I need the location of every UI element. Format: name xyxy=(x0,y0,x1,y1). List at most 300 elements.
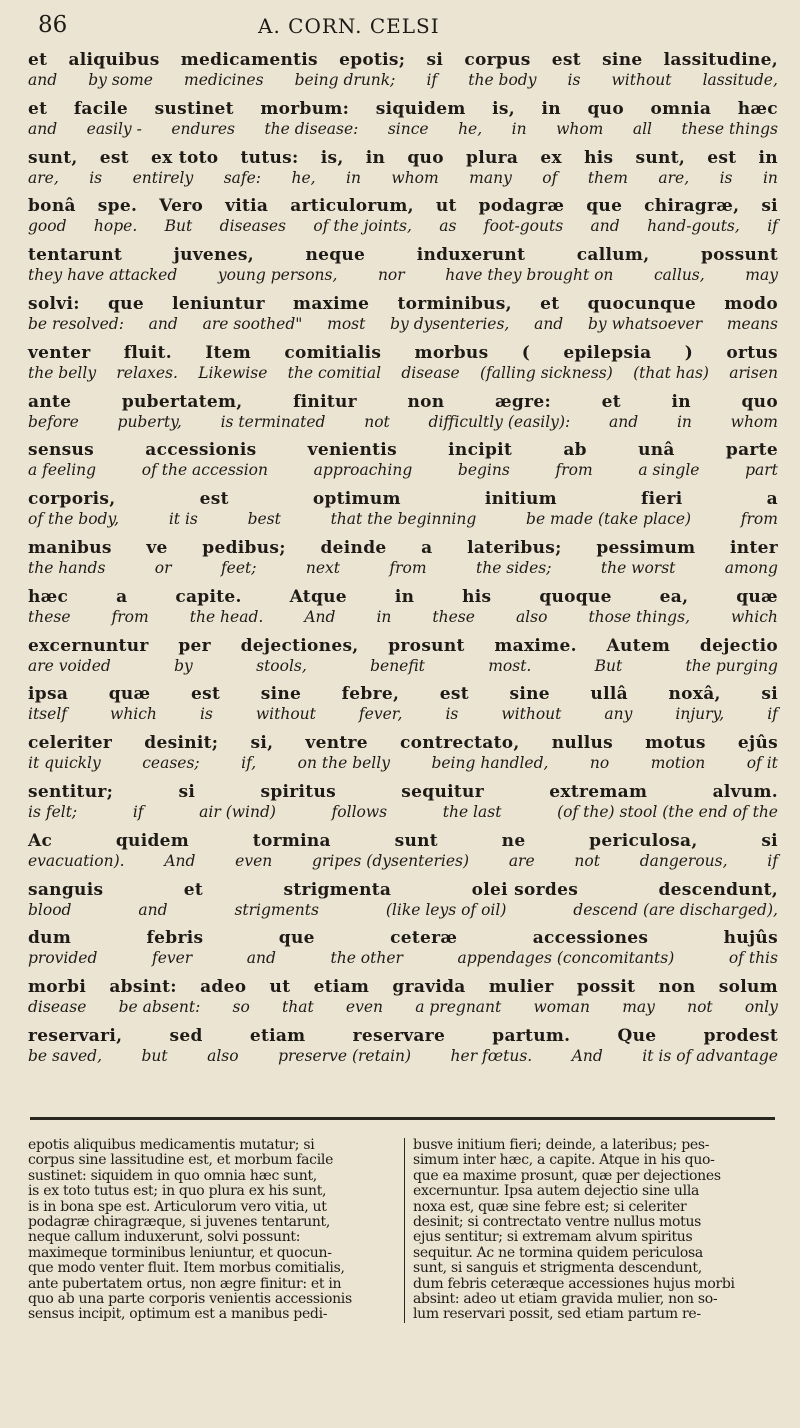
english-word: the worst xyxy=(600,558,676,577)
english-word: is xyxy=(719,168,733,187)
english-word: diseases xyxy=(219,217,286,236)
english-line xyxy=(28,803,778,821)
english-word: in xyxy=(762,168,778,187)
english-word: in xyxy=(376,607,392,626)
latin-word: Que xyxy=(617,1025,657,1046)
english-word: or xyxy=(154,558,172,577)
gloss-line-pair xyxy=(28,636,778,685)
latin-word: induxerunt xyxy=(416,245,526,266)
footnote-column-right xyxy=(413,1138,780,1323)
english-word: But xyxy=(594,656,623,675)
latin-word: ab xyxy=(563,440,587,461)
running-title: A. CORN. CELSI xyxy=(258,14,440,38)
latin-word: contrectato, xyxy=(399,733,520,754)
english-word: is xyxy=(89,168,103,187)
latin-word: pessimum xyxy=(596,537,696,558)
english-word: of the accession xyxy=(141,461,268,480)
footnote-line: quo ab una parte corporis venientis accessionis xyxy=(28,1292,352,1308)
latin-line xyxy=(28,587,778,607)
english-word: feet; xyxy=(220,558,257,577)
latin-word: Atque xyxy=(289,586,347,607)
latin-word: olei sordes xyxy=(471,879,579,900)
english-word: is xyxy=(199,705,213,724)
latin-word: incipit xyxy=(448,440,513,461)
latin-word: Autem xyxy=(606,635,671,656)
english-word: most. xyxy=(488,656,532,675)
english-line xyxy=(28,1047,778,1065)
latin-word: modo xyxy=(724,293,778,314)
latin-line xyxy=(28,1026,778,1046)
latin-word: ve xyxy=(146,537,168,558)
latin-word: in xyxy=(365,147,386,168)
latin-word: est xyxy=(191,684,221,705)
latin-word: optimum xyxy=(312,489,401,510)
english-word: by whatsoever xyxy=(587,314,703,333)
latin-line xyxy=(28,977,778,997)
latin-word: morbus xyxy=(414,342,489,363)
english-word: air (wind) xyxy=(199,802,276,821)
english-word: the disease: xyxy=(264,119,359,138)
latin-word: neque xyxy=(305,245,366,266)
english-word: it quickly xyxy=(28,754,101,773)
english-word: of the body, xyxy=(28,510,120,529)
english-word: Likewise xyxy=(198,363,268,382)
horizontal-rule xyxy=(30,1117,775,1120)
english-word: benefit xyxy=(370,656,425,675)
english-word: he, xyxy=(458,119,483,138)
latin-word: sunt, xyxy=(635,147,686,168)
latin-word: facile xyxy=(73,98,129,119)
latin-word: febre, xyxy=(341,684,400,705)
latin-word: ex xyxy=(540,147,562,168)
english-word: preserve (retain) xyxy=(278,1046,412,1065)
latin-word: epotis; xyxy=(339,50,406,70)
english-word: that the beginning xyxy=(330,510,477,529)
latin-word: alvum. xyxy=(712,781,778,802)
latin-word: reservare xyxy=(352,1025,446,1046)
english-word: these xyxy=(28,607,71,626)
english-word: hope. xyxy=(93,217,138,236)
english-word: motion xyxy=(650,754,706,773)
latin-line xyxy=(28,636,778,656)
english-word: those things, xyxy=(588,607,690,626)
latin-word: his xyxy=(462,586,492,607)
english-word: her fœtus. xyxy=(450,1046,533,1065)
english-word: if xyxy=(426,71,438,89)
english-word: he, xyxy=(291,168,316,187)
latin-word: motus xyxy=(645,733,706,754)
latin-word: ante xyxy=(28,391,72,412)
latin-word: hæc xyxy=(737,98,778,119)
english-word: be resolved: xyxy=(28,314,124,333)
latin-word: is, xyxy=(492,98,515,119)
latin-word: sequitur xyxy=(401,781,484,802)
gloss-line-pair xyxy=(28,245,778,294)
english-word: is terminated xyxy=(220,412,326,431)
gloss-line-pair xyxy=(28,977,778,1026)
english-word: it is of advantage xyxy=(642,1046,778,1065)
gloss-line-pair xyxy=(28,440,778,489)
latin-word: ventre xyxy=(305,733,368,754)
english-word: only xyxy=(744,998,778,1017)
english-word: relaxes. xyxy=(116,363,178,382)
latin-word: etiam xyxy=(249,1025,306,1046)
latin-word: strigmenta xyxy=(283,879,392,900)
english-word: a feeling xyxy=(28,461,97,480)
latin-line xyxy=(28,782,778,802)
page-number: 86 xyxy=(38,12,68,38)
english-word: not xyxy=(574,851,600,870)
latin-word: capite. xyxy=(175,586,242,607)
latin-word: manibus xyxy=(28,537,112,558)
latin-word: celeriter xyxy=(28,733,113,754)
english-word: are, xyxy=(28,168,59,187)
latin-word: his xyxy=(584,147,614,168)
column-divider xyxy=(404,1138,405,1323)
english-line xyxy=(28,120,778,138)
english-word: And xyxy=(571,1046,603,1065)
english-word: safe: xyxy=(223,168,262,187)
english-word: the hands xyxy=(28,558,106,577)
english-word: among xyxy=(724,558,778,577)
english-word: provided xyxy=(28,949,98,968)
latin-line xyxy=(28,831,778,851)
latin-word: Vero xyxy=(159,196,204,217)
english-word: from xyxy=(555,461,593,480)
gloss-line-pair xyxy=(28,782,778,831)
latin-word: finitur xyxy=(293,391,357,412)
english-word: which xyxy=(731,607,778,626)
english-word: whom xyxy=(391,168,439,187)
latin-word: sunt, xyxy=(28,147,78,168)
latin-word: ea, xyxy=(659,586,689,607)
english-word: and xyxy=(609,412,639,431)
latin-word: fluit. xyxy=(123,342,172,363)
english-word: fever, xyxy=(358,705,403,724)
page-header xyxy=(38,12,768,44)
english-word: in xyxy=(511,119,527,138)
latin-word: fieri xyxy=(641,489,683,510)
gloss-line-pair xyxy=(28,99,778,148)
english-word: have they brought on xyxy=(445,266,614,285)
latin-word: a xyxy=(421,537,433,558)
latin-word: deinde xyxy=(320,537,387,558)
english-word: the body xyxy=(468,71,537,89)
footnote-line: maximeque torminibus leniuntur, et quocun- xyxy=(28,1245,332,1261)
latin-word: noxâ, xyxy=(668,684,721,705)
english-word: and xyxy=(28,71,58,89)
english-word: most xyxy=(327,314,366,333)
latin-word: est xyxy=(551,50,581,70)
footnote-line: sustinet: siquidem in quo omnia hæc sunt, xyxy=(28,1168,317,1184)
english-word: itself xyxy=(28,705,68,724)
latin-word: inter xyxy=(730,537,778,558)
latin-line xyxy=(28,294,778,314)
english-line xyxy=(28,998,778,1016)
latin-line xyxy=(28,928,778,948)
english-word: ceases; xyxy=(142,754,200,773)
latin-line xyxy=(28,684,778,704)
english-word: in xyxy=(346,168,361,187)
latin-word: ut xyxy=(435,196,457,217)
english-word: lassitude, xyxy=(702,71,778,89)
latin-word: gravida xyxy=(392,977,466,998)
english-word: and xyxy=(590,217,620,236)
english-word: easily - xyxy=(86,119,142,138)
latin-word: chiragræ, xyxy=(644,196,740,217)
english-word: in xyxy=(676,412,692,431)
english-word: they have attacked xyxy=(28,266,178,285)
latin-word: bonâ xyxy=(28,196,76,217)
footnote-line: dum febris ceteræque accessiones hujus morbi xyxy=(413,1276,735,1292)
english-word: disease xyxy=(401,363,460,382)
english-word: it is xyxy=(168,510,198,529)
latin-word: lassitudine, xyxy=(663,50,778,70)
latin-line xyxy=(28,50,778,70)
latin-word: in xyxy=(758,147,778,168)
english-word: these things xyxy=(681,119,778,138)
latin-word: omnia xyxy=(650,98,712,119)
english-word: from xyxy=(389,558,427,577)
english-word: part xyxy=(745,461,778,480)
latin-word: spe. xyxy=(97,196,138,217)
latin-word: est xyxy=(439,684,469,705)
latin-word: ipsa xyxy=(28,684,69,705)
english-word: callus, xyxy=(653,266,705,285)
latin-word: hæc xyxy=(28,586,69,607)
latin-word: ejûs xyxy=(737,733,778,754)
latin-word: corporis, xyxy=(28,489,116,510)
english-word: be made (take place) xyxy=(526,510,692,529)
english-line xyxy=(28,461,778,479)
english-word: since xyxy=(387,119,429,138)
english-word: follows xyxy=(331,802,388,821)
latin-word: mulier xyxy=(488,977,554,998)
latin-word: sensus xyxy=(28,440,95,461)
english-word: whom xyxy=(730,412,778,431)
latin-line xyxy=(28,392,778,412)
latin-word: ne xyxy=(501,830,526,851)
latin-word: articulorum, xyxy=(290,196,414,217)
latin-word: reservari, xyxy=(28,1025,123,1046)
latin-word: accessiones xyxy=(532,928,649,949)
english-word: is xyxy=(445,705,459,724)
latin-word: pedibus; xyxy=(202,537,286,558)
latin-word: nullus xyxy=(551,733,614,754)
latin-word: Item xyxy=(205,342,252,363)
english-word: approaching xyxy=(313,461,413,480)
latin-word: hujûs xyxy=(723,928,778,949)
gloss-line-pair xyxy=(28,343,778,392)
latin-word: quo xyxy=(741,391,778,412)
english-word: any xyxy=(604,705,633,724)
latin-word: non xyxy=(658,977,696,998)
footnote-line: que ea maxime prosunt, quæ per dejectiones xyxy=(413,1168,721,1184)
latin-word: ( xyxy=(521,342,531,363)
english-word: fever xyxy=(151,949,193,968)
gloss-line-pair xyxy=(28,148,778,197)
latin-word: juvenes, xyxy=(173,245,254,266)
latin-word: aliquibus xyxy=(68,50,160,70)
english-word: the purging xyxy=(685,656,778,675)
latin-word: descendunt, xyxy=(658,879,778,900)
interlinear-translation xyxy=(28,50,778,1075)
latin-word: si xyxy=(426,50,444,70)
latin-line xyxy=(28,148,778,168)
latin-line xyxy=(28,343,778,363)
footnote-line: is ex toto tutus est; in quo plura ex his sunt, xyxy=(28,1184,327,1200)
english-word: puberty, xyxy=(117,412,182,431)
latin-word: dum xyxy=(28,928,72,949)
english-word: being drunk; xyxy=(294,71,396,89)
gloss-line-pair xyxy=(28,831,778,880)
footnote-line: sequitur. Ac ne tormina quidem periculosa xyxy=(413,1245,703,1261)
latin-line xyxy=(28,733,778,753)
english-line xyxy=(28,949,778,967)
latin-word: is, xyxy=(320,147,344,168)
english-word: not xyxy=(687,998,713,1017)
latin-word: prodest xyxy=(703,1025,778,1046)
latin-word: quæ xyxy=(736,586,778,607)
english-word: be absent: xyxy=(118,998,201,1017)
latin-word: si xyxy=(178,781,196,802)
latin-word: medicamentis xyxy=(180,50,318,70)
latin-word: est xyxy=(199,489,229,510)
latin-word: et xyxy=(28,98,48,119)
gloss-line-pair xyxy=(28,489,778,538)
latin-word: si xyxy=(761,830,778,851)
latin-word: ullâ xyxy=(590,684,628,705)
latin-word: initium xyxy=(484,489,557,510)
latin-word: siquidem xyxy=(375,98,466,119)
latin-word: sine xyxy=(602,50,643,70)
latin-word: que xyxy=(107,293,144,314)
latin-line xyxy=(28,489,778,509)
english-word: without xyxy=(501,705,562,724)
english-word: without xyxy=(255,705,316,724)
latin-word: callum, xyxy=(576,245,650,266)
english-word: next xyxy=(305,558,341,577)
english-word: And xyxy=(164,851,196,870)
english-line xyxy=(28,510,778,528)
latin-word: sanguis xyxy=(28,879,104,900)
english-word: the head. xyxy=(189,607,264,626)
english-word: is felt; xyxy=(28,802,78,821)
latin-word: etiam xyxy=(313,977,370,998)
english-word: endures xyxy=(171,119,235,138)
english-line xyxy=(28,901,778,919)
latin-word: est xyxy=(707,147,737,168)
english-line xyxy=(28,217,778,235)
english-word: and xyxy=(246,949,276,968)
footnote-line: sensus incipit, optimum est a manibus pedi- xyxy=(28,1307,328,1323)
english-line xyxy=(28,364,778,382)
english-word: all xyxy=(632,119,653,138)
latin-word: si, xyxy=(250,733,274,754)
latin-word: que xyxy=(278,928,315,949)
english-word: of this xyxy=(728,949,778,968)
latin-word: sunt xyxy=(394,830,438,851)
english-word: if xyxy=(132,802,144,821)
english-word: even xyxy=(235,851,273,870)
english-line xyxy=(28,705,778,723)
latin-line xyxy=(28,99,778,119)
english-word: before xyxy=(28,412,79,431)
english-word: evacuation). xyxy=(28,851,125,870)
latin-word: ceteræ xyxy=(390,928,458,949)
english-word: descend (are discharged), xyxy=(573,900,778,919)
english-line xyxy=(28,266,778,284)
latin-word: adeo xyxy=(200,977,247,998)
latin-word: tutus: xyxy=(240,147,299,168)
latin-word: quidem xyxy=(115,830,190,851)
english-word: that xyxy=(282,998,314,1017)
english-word: is xyxy=(567,71,581,89)
latin-word: possunt xyxy=(700,245,778,266)
english-word: (falling sickness) xyxy=(479,363,613,382)
english-line xyxy=(28,608,778,626)
english-word: the sides; xyxy=(475,558,552,577)
gloss-line-pair xyxy=(28,392,778,441)
english-word: the other xyxy=(330,949,403,968)
english-word: many xyxy=(469,168,512,187)
english-word: means xyxy=(726,314,778,333)
english-line xyxy=(28,754,778,772)
gloss-line-pair xyxy=(28,684,778,733)
latin-word: si xyxy=(761,196,778,217)
latin-word: desinit; xyxy=(144,733,219,754)
footnote-line: busve initium fieri; deinde, a lateribus; pes- xyxy=(413,1138,710,1153)
english-word: of it xyxy=(746,754,778,773)
gloss-line-pair xyxy=(28,928,778,977)
latin-word: si xyxy=(761,684,778,705)
english-word: also xyxy=(515,607,548,626)
english-word: may xyxy=(745,266,778,285)
latin-word: ortus xyxy=(726,342,778,363)
latin-word: et xyxy=(183,879,204,900)
english-word: the belly xyxy=(28,363,97,382)
latin-word: quoque xyxy=(539,586,612,607)
latin-word: ut xyxy=(269,977,291,998)
latin-word: que xyxy=(586,196,623,217)
gloss-line-pair xyxy=(28,587,778,636)
latin-word: sine xyxy=(509,684,550,705)
english-word: as xyxy=(439,217,457,236)
latin-word: quo xyxy=(587,98,624,119)
english-line xyxy=(28,315,778,333)
english-word: if xyxy=(767,217,778,236)
latin-word: febris xyxy=(146,928,204,949)
english-word: best xyxy=(247,510,281,529)
latin-word: periculosa, xyxy=(589,830,698,851)
english-word: be saved, xyxy=(28,1046,102,1065)
latin-word: prosunt xyxy=(388,635,465,656)
english-word: are, xyxy=(658,168,690,187)
gloss-line-pair xyxy=(28,733,778,782)
latin-word: extremam xyxy=(549,781,648,802)
english-word: injury, xyxy=(675,705,725,724)
english-word: strigments xyxy=(234,900,319,919)
latin-word: dejectiones, xyxy=(240,635,359,656)
english-word: arisen xyxy=(729,363,778,382)
latin-word: torminibus, xyxy=(397,293,512,314)
latin-word: epilepsia xyxy=(563,342,652,363)
english-word: and xyxy=(534,314,564,333)
latin-word: non xyxy=(407,391,445,412)
english-word: from xyxy=(740,510,778,529)
english-word: and xyxy=(138,900,168,919)
english-word: foot-gouts xyxy=(483,217,564,236)
